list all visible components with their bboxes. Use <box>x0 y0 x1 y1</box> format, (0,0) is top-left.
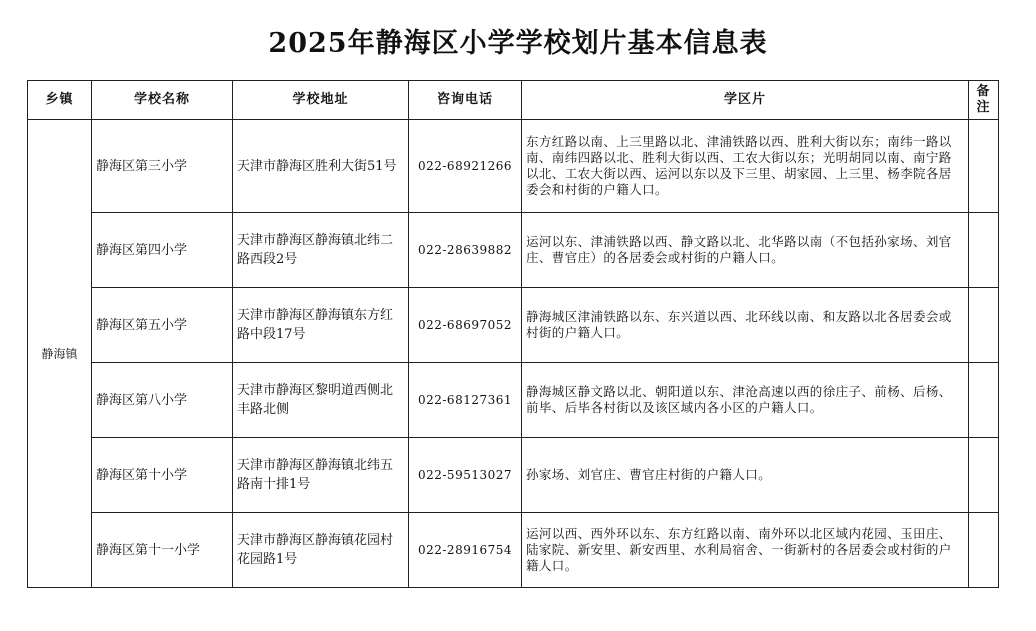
header-phone: 咨询电话 <box>409 81 522 120</box>
header-zone: 学区片 <box>522 81 969 120</box>
table-row <box>28 363 999 438</box>
page-title: 2025年静海区小学学校划片基本信息表 <box>268 28 768 59</box>
zone-cell: 静海城区津浦铁路以东、东兴道以西、北环线以南、和友路以北各居委会或村街的户籍人口。 <box>522 288 969 363</box>
phone-cell: 022-68697052 <box>409 288 522 363</box>
phone-cell: 022-28639882 <box>409 213 522 288</box>
remark-cell <box>969 213 999 288</box>
school-address-cell: 天津市静海区静海镇东方红路中段17号 <box>233 288 409 363</box>
remark-cell <box>969 363 999 438</box>
school-name-cell: 静海区第五小学 <box>92 288 233 363</box>
school-name-cell: 静海区第十一小学 <box>92 513 233 588</box>
remark-cell <box>969 120 999 213</box>
header-remark-line1: 备 <box>976 84 991 99</box>
remark-cell <box>969 513 999 588</box>
header-school-name: 学校名称 <box>92 81 233 120</box>
school-name-cell: 静海区第三小学 <box>92 120 233 213</box>
table-row <box>28 213 999 288</box>
school-name-cell: 静海区第十小学 <box>92 438 233 513</box>
phone-cell: 022-68127361 <box>409 363 522 438</box>
town-cell: 静海镇 <box>28 120 92 588</box>
zone-cell: 东方红路以南、上三里路以北、津浦铁路以西、胜利大街以东；南纬一路以南、南纬四路以北、胜利大街以西、工农大街以东；光明胡同以南、南宁路以北、工农大街以西、运河以东以及下三里、胡家园、上三里、杨李院各居委会和村街的户籍人口。 <box>522 120 969 213</box>
table-row <box>28 288 999 363</box>
header-town: 乡镇 <box>28 81 92 120</box>
school-address-cell: 天津市静海区胜利大街51号 <box>233 120 409 213</box>
phone-cell: 022-59513027 <box>409 438 522 513</box>
zone-cell: 运河以西、西外环以东、东方红路以南、南外环以北区域内花园、玉田庄、陆家院、新安里、新安西里、水利局宿舍、一街新村的各居委会或村街的户籍人口。 <box>522 513 969 588</box>
school-name-cell: 静海区第八小学 <box>92 363 233 438</box>
zone-cell: 孙家场、刘官庄、曹官庄村街的户籍人口。 <box>522 438 969 513</box>
phone-cell: 022-68921266 <box>409 120 522 213</box>
school-address-cell: 天津市静海区黎明道西侧北丰路北侧 <box>233 363 409 438</box>
school-zoning-table <box>27 80 999 588</box>
header-school-address: 学校地址 <box>233 81 409 120</box>
school-address-cell: 天津市静海区静海镇花园村花园路1号 <box>233 513 409 588</box>
table-header-row <box>28 81 999 120</box>
header-remark-line2: 注 <box>976 100 991 115</box>
school-address-cell: 天津市静海区静海镇北纬二路西段2号 <box>233 213 409 288</box>
school-name-cell: 静海区第四小学 <box>92 213 233 288</box>
header-remark <box>969 81 999 120</box>
zone-cell: 运河以东、津浦铁路以西、静文路以北、北华路以南（不包括孙家场、刘官庄、曹官庄）的各居委会或村街的户籍人口。 <box>522 213 969 288</box>
school-address-cell: 天津市静海区静海镇北纬五路南十排1号 <box>233 438 409 513</box>
remark-cell <box>969 288 999 363</box>
zone-cell: 静海城区静文路以北、朝阳道以东、津沧高速以西的徐庄子、前杨、后杨、前毕、后毕各村街以及该区域内各小区的户籍人口。 <box>522 363 969 438</box>
remark-cell <box>969 438 999 513</box>
table-row <box>28 120 999 213</box>
table-row <box>28 513 999 588</box>
table-row <box>28 438 999 513</box>
phone-cell: 022-28916754 <box>409 513 522 588</box>
